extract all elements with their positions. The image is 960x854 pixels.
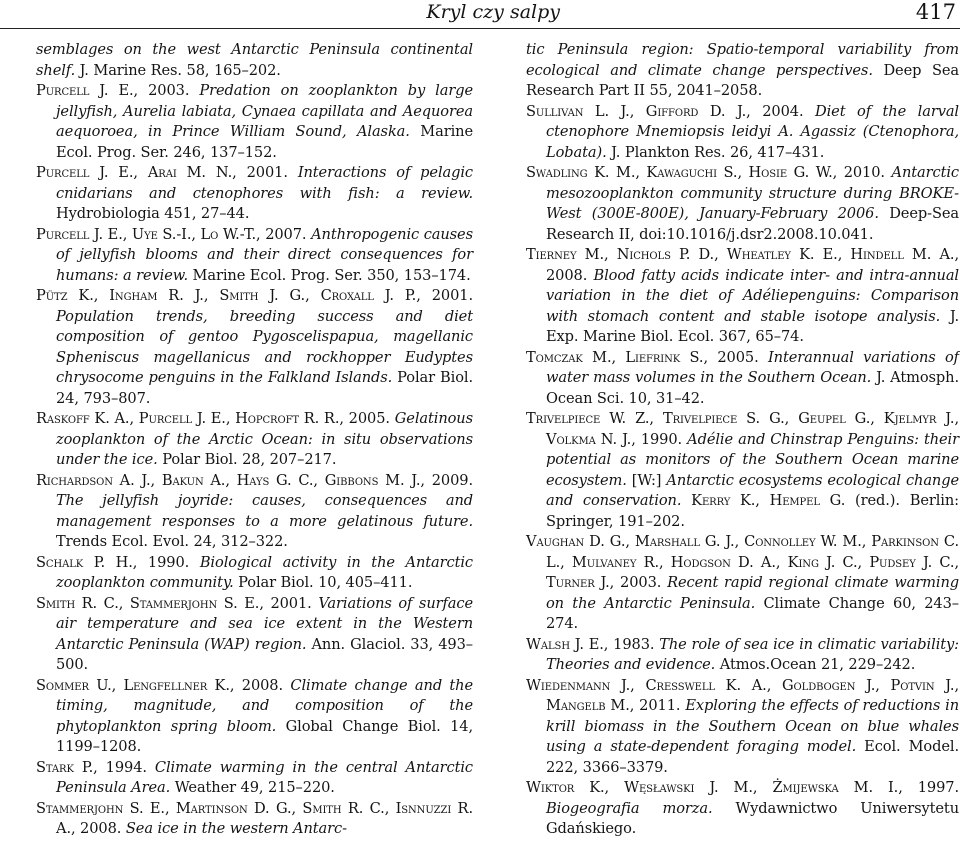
reference-authors: Walsh J. E.	[526, 635, 604, 653]
reference-entry	[36, 81, 473, 163]
reference-entry	[526, 409, 959, 532]
reference-entry	[526, 348, 959, 410]
reference-title: Exploring the effects of reductions in krill biomass in the Southern Ocean on blue whales using a state-dependent foraging model.	[546, 697, 959, 755]
reference-source: , 1990.	[132, 553, 200, 571]
reference-source: J. Marine Res. 58, 165–202.	[75, 61, 281, 79]
reference-title: Climate change and the timing, magnitude, and composition of the phytoplankton spring bloom.	[56, 676, 473, 735]
reference-source: , 2008.	[546, 246, 959, 284]
reference-authors: Sullivan L. J., Gifford D. J.	[526, 102, 747, 120]
reference-title: Adélie and Chinstrap Penguins: their potential as monitors of the Southern Ocean marine ecosystem.	[546, 430, 959, 489]
reference-authors: Purcell J. E., Uye S.-I., Lo W.-T.	[36, 225, 257, 243]
reference-title: Antarctic ecosystems ecological change and conservation.	[546, 471, 960, 509]
reference-authors: Pütz K., Ingham R. J., Smith J. G., Croxall J. P.	[36, 287, 417, 304]
reference-source: , 2001.	[416, 287, 474, 304]
reference-entry-continued	[526, 40, 959, 102]
reference-authors: Kerry K., Hempel G.	[691, 492, 846, 509]
reference-source: , 1997.	[898, 779, 959, 796]
reference-column-right	[526, 40, 959, 840]
reference-title: Recent rapid regional climate warming on the Antarctic Peninsula.	[546, 574, 959, 612]
reference-source: Ann. Glaciol. 33, 493–500.	[56, 635, 473, 673]
reference-source: Polar Biol. 24, 793–807.	[56, 369, 474, 407]
reference-title: Interannual variations of water mass volumes in the Southern Ocean.	[546, 348, 959, 386]
reference-source: , 2001.	[232, 164, 298, 181]
reference-title: Diet of the larval ctenophore Mnemiopsis leidyi A. Agassiz (Ctenophora, Lobata).	[546, 102, 960, 161]
reference-source: Deep Sea Research Part II 55, 2041–2058.	[526, 61, 959, 99]
reference-entry	[36, 286, 473, 409]
reference-title: Climate warming in the central Antarctic Peninsula Area.	[56, 758, 473, 796]
reference-authors: Stammerjohn S. E., Martinson D. G., Smith R. C., Isnnuzzi R. A.	[36, 799, 473, 837]
reference-source: , 1994.	[93, 758, 155, 776]
page-header	[0, 0, 960, 26]
reference-entry	[36, 409, 473, 471]
reference-source: , 2008.	[70, 820, 126, 837]
reference-title: Sea ice in the western Antarc-	[125, 820, 347, 837]
reference-source: , 2004.	[746, 102, 816, 120]
reference-title: Biological activity in the Antarctic zooplankton community.	[56, 553, 473, 591]
reference-source: , 2007.	[256, 225, 312, 243]
reference-title: The role of sea ice in climatic variability: Theories and evidence.	[546, 635, 959, 673]
reference-entry	[526, 778, 959, 840]
reference-source: Climate Change 60, 243–274.	[546, 594, 959, 632]
reference-authors: Tierney M., Nichols P. D., Wheatley K. E., Hindell M. A.	[526, 246, 955, 263]
reference-source: , 2003.	[133, 82, 200, 99]
reference-authors: Richardson A. J., Bakun A., Hays G. C., Gibbons M. J.	[36, 471, 421, 489]
reference-entry	[36, 163, 473, 225]
reference-title: Predation on zooplankton by large jellyfish, Aurelia labiata, Cynaea capillata and Aequorea aequoroea, in Prince William Sound, Alaska.	[56, 82, 473, 140]
reference-source: J. Plankton Res. 26, 417–431.	[606, 143, 825, 161]
reference-title: Interactions of pelagic cnidarians and ctenophores with fish: a review.	[56, 164, 473, 202]
reference-source: [W:]	[626, 471, 667, 489]
reference-title: Gelatinous zooplankton of the Arctic Ocean: in situ observations under the ice.	[56, 410, 473, 468]
reference-source: , 2010.	[832, 164, 892, 181]
reference-entry	[36, 758, 473, 799]
reference-source: Weather 49, 215–220.	[170, 779, 335, 796]
reference-title: Variations of surface air temperature and sea ice extent in the Western Antarctic Peninsula (WAP) region.	[56, 594, 474, 653]
reference-authors: Tomczak M., Liefrink S.	[526, 348, 704, 366]
reference-entry	[36, 553, 473, 594]
reference-source	[681, 492, 691, 509]
reference-source: , 1983.	[603, 635, 660, 653]
running-title: Kryl czy salpy	[426, 1, 560, 23]
reference-title: Blood fatty acids indicate inter- and intra-annual variation in the diet of Adéliepenguins: Comparison with stomach content and stable isotope analysis.	[546, 266, 959, 325]
reference-source: , 2005.	[339, 410, 395, 427]
reference-title: The jellyfish joyride: causes, consequences and management responses to a more gelatinous future.	[56, 492, 473, 530]
reference-source: J. Exp. Marine Biol. Ecol. 367, 65–74.	[546, 307, 959, 345]
reference-authors: Wiktor K., Węsławski J. M., Żmijewska M. I.	[526, 779, 899, 796]
reference-authors: Purcell J. E.	[36, 82, 134, 99]
reference-source: , 2008.	[229, 676, 291, 694]
reference-source: Global Change Biol. 14, 1199–1208.	[56, 717, 473, 755]
reference-entry	[526, 245, 959, 348]
reference-column-left	[36, 40, 473, 840]
reference-source: Polar Biol. 28, 207–217.	[157, 451, 337, 468]
reference-source: Polar Biol. 10, 405–411.	[233, 574, 413, 591]
reference-entry	[526, 676, 959, 779]
reference-source: J. Atmosph. Ocean Sci. 10, 31–42.	[546, 369, 959, 407]
reference-entry	[36, 471, 473, 553]
reference-authors: Purcell J. E., Arai M. N.	[36, 164, 233, 181]
reference-authors: Wiedenmann J., Cresswell K. A., Goldbogen J., Potvin J., Mangelb M.	[526, 676, 959, 714]
reference-entry	[36, 799, 473, 840]
reference-source: , 2005.	[703, 348, 768, 366]
reference-entry	[526, 635, 959, 676]
reference-authors: Raskoff K. A., Purcell J. E., Hopcroft R. R.	[36, 410, 340, 427]
reference-title: Anthropogenic causes of jellyfish blooms and their direct consequences for humans: a review.	[56, 225, 473, 284]
reference-title: Population trends, breeding success and diet composition of gentoo Pygoscelispapua, magellanic Spheniscus magellanicus and rockhopper Eudyptes chrysocome penguins in the Falkland Islands.	[56, 307, 473, 386]
reference-source: Marine Ecol. Prog. Ser. 350, 153–174.	[187, 266, 471, 284]
reference-source: , 2009.	[420, 471, 473, 489]
reference-title: Biogeografia morza.	[546, 799, 713, 817]
reference-entry	[36, 676, 473, 758]
reference-source: Marine Ecol. Prog. Ser. 246, 137–152.	[56, 123, 473, 161]
reference-source: Deep-Sea Research II, doi:10.1016/j.dsr2.2008.10.041.	[546, 205, 959, 243]
reference-entry-continued	[36, 40, 473, 81]
page-number: 417	[915, 0, 956, 24]
reference-source: Wydawnictwo Uniwersytetu Gdańskiego.	[546, 799, 959, 837]
reference-authors: Trivelpiece W. Z., Trivelpiece S. G., Geupel G., Kjelmyr J., Volkma N. J.	[526, 410, 959, 448]
reference-authors: Sommer U., Lengfellner K.	[36, 676, 230, 694]
reference-source: Atmos.Ocean 21, 229–242.	[715, 656, 916, 673]
reference-source: , 1990.	[631, 430, 688, 448]
reference-title: semblages on the west Antarctic Peninsula continental shelf.	[36, 41, 473, 79]
reference-authors: Vaughan D. G., Marshall G. J., Connolley W. M., Parkinson C. L., Mulvaney R., Hodgson D. A., King J. C., Pudsey J. C., Turner J.	[526, 533, 959, 591]
reference-source: , 2001.	[259, 594, 319, 612]
reference-entry	[36, 594, 473, 676]
reference-title: Antarctic mesozooplankton community structure during BROKE-West (300E-800E), January-February 2006.	[546, 164, 959, 222]
reference-entry	[526, 532, 959, 635]
reference-entry	[526, 102, 959, 164]
reference-source: Ecol. Model. 222, 3366–3379.	[546, 738, 959, 776]
reference-authors: Swadling K. M., Kawaguchi S., Hosie G. W.	[526, 164, 833, 181]
reference-source: , 2003.	[609, 574, 668, 591]
reference-source: Trends Ecol. Evol. 24, 312–322.	[56, 533, 288, 550]
reference-authors: Stark P.	[36, 758, 94, 776]
reference-entry	[36, 225, 473, 287]
reference-source: , 2011.	[629, 697, 686, 714]
reference-source: (red.). Berlin: Springer, 191–202.	[546, 492, 959, 530]
header-rule	[0, 28, 960, 29]
reference-source: Hydrobiologia 451, 27–44.	[56, 205, 250, 222]
reference-entry	[526, 163, 959, 245]
reference-authors: Smith R. C., Stammerjohn S. E.	[36, 594, 260, 612]
reference-authors: Schalk P. H.	[36, 553, 133, 571]
reference-title: tic Peninsula region: Spatio-temporal variability from ecological and climate change perspectives.	[526, 41, 959, 79]
